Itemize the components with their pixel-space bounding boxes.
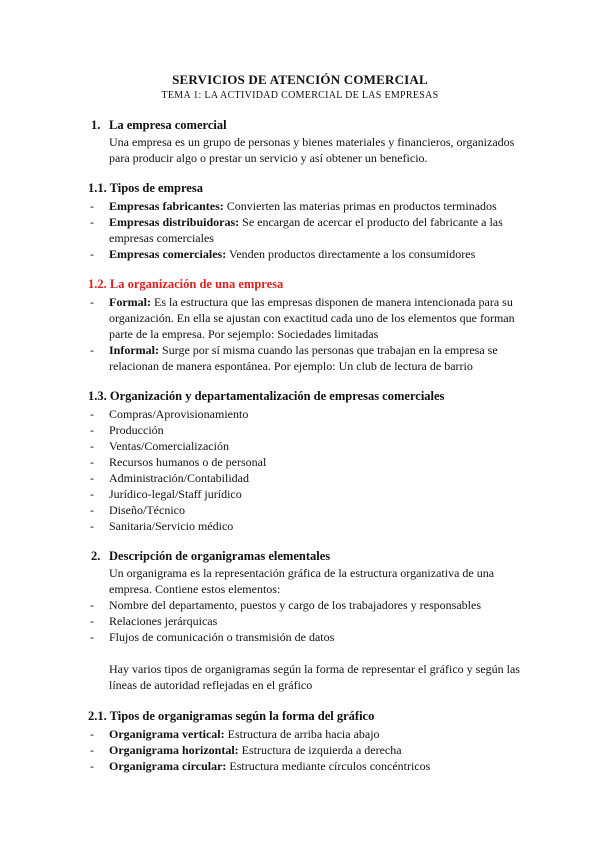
list-item-text: Venden productos directamente a los consumidores bbox=[226, 247, 476, 261]
bullet-dash: - bbox=[90, 598, 94, 612]
section-1-line-1: Una empresa es un grupo de personas y bienes materiales y financieros, organizados bbox=[109, 135, 515, 149]
list-item-text: Estructura de arriba hacia abajo bbox=[224, 727, 380, 741]
list-item: Ventas/Comercialización bbox=[109, 439, 229, 453]
bullet-dash: - bbox=[90, 759, 94, 773]
list-item bbox=[109, 726, 380, 742]
list-item-term: Empresas comerciales: bbox=[109, 247, 227, 261]
section-1-2-heading: 1.2. La organización de una empresa bbox=[88, 277, 284, 291]
list-item: Sanitaria/Servicio médico bbox=[109, 519, 234, 533]
list-item-term: Organigrama horizontal: bbox=[109, 743, 239, 757]
list-item: Administración/Contabilidad bbox=[109, 471, 249, 485]
list-item-term: Empresas distribuidoras: bbox=[109, 215, 240, 229]
list-item-term: Organigrama circular: bbox=[109, 759, 227, 773]
paragraph-line: líneas de autoridad reflejadas en el gráfico bbox=[109, 678, 313, 692]
bullet-dash: - bbox=[90, 727, 94, 741]
list-item: Jurídico-legal/Staff jurídico bbox=[109, 487, 242, 501]
list-item bbox=[109, 758, 430, 774]
list-item-continuation: parte de la empresa. Por sejemplo: Sociedades limitadas bbox=[109, 327, 379, 341]
list-item bbox=[109, 246, 475, 262]
section-1-line-2: para producir algo o prestar un servicio y así obtener un beneficio. bbox=[109, 151, 428, 165]
bullet-dash: - bbox=[90, 199, 94, 213]
section-1-1-heading: 1.1. Tipos de empresa bbox=[88, 181, 203, 195]
list-item bbox=[109, 198, 497, 214]
bullet-dash: - bbox=[90, 519, 94, 533]
bullet-dash: - bbox=[90, 503, 94, 517]
list-item: Diseño/Técnico bbox=[109, 503, 185, 517]
list-item-text: Se encargan de acercar el producto del fabricante a las bbox=[239, 215, 503, 229]
list-item-text: Estructura de izquierda a derecha bbox=[238, 743, 402, 757]
bullet-dash: - bbox=[90, 215, 94, 229]
paragraph-line: Hay varios tipos de organigramas según la forma de representar el gráfico y según las bbox=[109, 662, 520, 676]
list-item-continuation: relacionan de manera espontánea. Por ejemplo: Un club de lectura de barrio bbox=[109, 359, 473, 373]
bullet-dash: - bbox=[90, 455, 94, 469]
section-1-heading: La empresa comercial bbox=[109, 118, 227, 132]
section-1-number: 1. bbox=[91, 118, 101, 132]
list-item-continuation: empresas comerciales bbox=[109, 231, 214, 245]
section-2-1-heading: 2.1. Tipos de organigramas según la forma del gráfico bbox=[88, 709, 375, 723]
list-item-text: Estructura mediante círculos concéntricos bbox=[226, 759, 431, 773]
bullet-dash: - bbox=[90, 423, 94, 437]
list-item-term: Empresas fabricantes: bbox=[109, 199, 224, 213]
list-item bbox=[109, 214, 503, 230]
list-item bbox=[109, 342, 498, 358]
list-item-term: Formal: bbox=[109, 295, 151, 309]
bullet-dash: - bbox=[90, 343, 94, 357]
list-item: Recursos humanos o de personal bbox=[109, 455, 267, 469]
document-title: SERVICIOS DE ATENCIÓN COMERCIAL bbox=[172, 72, 428, 87]
list-item: Producción bbox=[109, 423, 164, 437]
list-item bbox=[109, 294, 513, 310]
bullet-dash: - bbox=[90, 247, 94, 261]
list-item-text: Convierten las materias primas en productos terminados bbox=[223, 199, 497, 213]
bullet-dash: - bbox=[90, 630, 94, 644]
list-item-continuation: organización. En ella se ajustan con exactitud cada uno de los elementos que forman bbox=[109, 311, 515, 325]
list-item-text: Surge por sí misma cuando las personas que trabajan en la empresa se bbox=[159, 343, 498, 357]
list-item: Relaciones jerárquicas bbox=[109, 614, 218, 628]
bullet-dash: - bbox=[90, 487, 94, 501]
bullet-dash: - bbox=[90, 614, 94, 628]
section-2-line-2: empresa. Contiene estos elementos: bbox=[109, 582, 281, 596]
section-2-number: 2. bbox=[91, 549, 101, 563]
list-item bbox=[109, 742, 402, 758]
bullet-dash: - bbox=[90, 407, 94, 421]
list-item: Compras/Aprovisionamiento bbox=[109, 407, 249, 421]
bullet-dash: - bbox=[90, 471, 94, 485]
document-subtitle: TEMA 1: LA ACTIVIDAD COMERCIAL DE LAS EMPRESAS bbox=[161, 90, 439, 101]
section-1-3-heading: 1.3. Organización y departamentalización de empresas comerciales bbox=[88, 389, 445, 403]
list-item-term: Informal: bbox=[109, 343, 159, 357]
list-item-term: Organigrama vertical: bbox=[109, 727, 225, 741]
bullet-dash: - bbox=[90, 743, 94, 757]
section-2-heading: Descripción de organigramas elementales bbox=[109, 549, 331, 563]
list-item-text: Es la estructura que las empresas disponen de manera intencionada para su bbox=[150, 295, 513, 309]
list-item: Flujos de comunicación o transmisión de datos bbox=[109, 630, 335, 644]
list-item: Nombre del departamento, puestos y cargo de los trabajadores y responsables bbox=[109, 598, 481, 612]
section-2-line-1: Un organigrama es la representación gráfica de la estructura organizativa de una bbox=[109, 566, 495, 580]
bullet-dash: - bbox=[90, 439, 94, 453]
bullet-dash: - bbox=[90, 295, 94, 309]
